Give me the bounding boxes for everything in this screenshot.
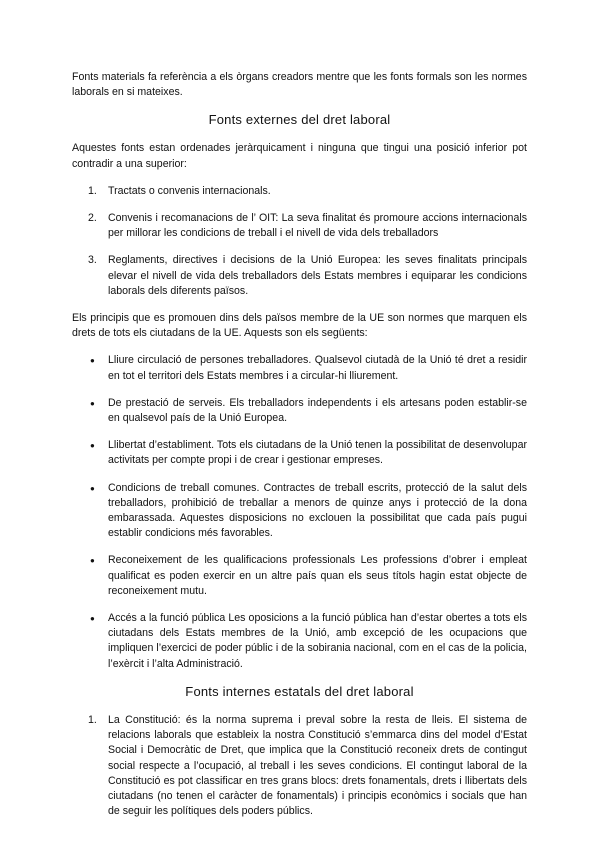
list-item-text: Reglaments, directives i decisions de la Unió Europea: les seves finalitats principals elevar el nivell de vida dels treballadors dels Estats membres i equiparar les condicions laborals dels diferents països.: [108, 254, 527, 297]
list-item: [72, 353, 527, 383]
document-page: [72, 70, 527, 831]
list-item-text: La Constitució: és la norma suprema i preval sobre la resta de lleis. El sistema de relacions laborals que estableix la nostra Constitució s’emmarca dins del model d’Estat Social i Democràtic de Dret, que implica que la Constitució reconeix drets de contingut social respecte a l’ocupació, al treball i les seves condicions. El contingut laboral de la Constitució es pot classificar en tres grans blocs: drets fonamentals, drets i llibertats dels ciutadans (no tenen el caràcter de fonamentals) i principis econòmics i socials que han de seguir les polítiques dels poders públics.: [108, 713, 527, 818]
intro-paragraph: Fonts materials fa referència a els òrgans creadors mentre que les fonts formals son les normes laborals en si mateixes.: [72, 71, 527, 99]
list-item: [72, 211, 527, 241]
list-item-text: De prestació de serveis. Els treballadors independents i els artesans poden establir-se en qualsevol país de la Unió Europea.: [108, 396, 527, 425]
list-item-text: Reconeixement de les qualificacions professionals Les professions d’obrer i empleat qualificat es poden exercir en un altre país quan els seus títols hagin estat objecte de reconeixement mutu.: [108, 554, 527, 597]
bullet-icon: ●: [90, 441, 95, 451]
list-item: [72, 396, 527, 426]
bullet-icon: ●: [90, 483, 95, 493]
list-item-text: Llibertat d’establiment. Tots els ciutadans de la Unió tenen la possibilitat de desenvolupar activitats per compte propi i de crear i gestionar empreses.: [108, 439, 527, 467]
list-item: [72, 713, 527, 819]
list-item: [72, 438, 527, 468]
eu-principles-list: [72, 353, 527, 671]
list-number: 3.: [88, 254, 97, 267]
external-sources-list: [72, 184, 527, 299]
internal-sources-list: [72, 713, 527, 819]
list-item-text: Convenis i recomanacions de l’ OIT: La seva finalitat és promoure accions internacionals per millorar les condicions de treball i el nivell de vida dels treballadors: [108, 212, 527, 240]
bullet-icon: ●: [90, 556, 95, 566]
list-item-text: Tractats o convenis internacionals.: [108, 184, 271, 197]
list-item: [72, 481, 527, 542]
list-item-text: Lliure circulació de persones treballadores. Qualsevol ciutadà de la Unió té dret a residir en tot el territori dels Estats membres i a circular-hi lliurement.: [108, 354, 527, 382]
list-item: [72, 253, 527, 299]
section-lead-paragraph: Aquestes fonts estan ordenades jeràrquicament i ninguna que tingui una posició inferior pot contradir a una superior:: [72, 142, 527, 170]
bullet-icon: ●: [90, 398, 95, 408]
list-number: 1.: [88, 184, 97, 197]
bullet-icon: ●: [90, 356, 95, 366]
section-heading-external-sources: Fonts externes del dret laboral: [208, 112, 391, 128]
list-item: [72, 553, 527, 599]
bullet-icon: ●: [90, 614, 95, 624]
list-item-text: Accés a la funció pública Les oposicions a la funció pública han d’estar obertes a tots els ciutadans dels Estats membres de la Unió, amb excepció de les ocupacions que impliquen l’exercici de poder públic i de la sobirania nacional, com en el cas de la policia, l’exèrcit i l’alta Administració.: [108, 612, 527, 670]
list-number: 1.: [88, 713, 97, 726]
list-item-text: Condicions de treball comunes. Contractes de treball escrits, protecció de la salut dels treballadors, prohibició de treballar a menors de quinze anys i protecció de la dona embarassada. Aquestes disposicions no exclouen la possibilitat que cada país pugui establir condicions més favorables.: [108, 481, 527, 540]
section-heading-internal-sources: Fonts internes estatals del dret laboral: [185, 683, 414, 699]
list-number: 2.: [88, 212, 97, 225]
principles-lead-paragraph: Els principis que es promouen dins dels països membre de la UE son normes que marquen els drets de tots els ciutadans de la UE. Aquests son els següents:: [72, 312, 527, 340]
list-item: [72, 184, 527, 199]
list-item: [72, 611, 527, 672]
